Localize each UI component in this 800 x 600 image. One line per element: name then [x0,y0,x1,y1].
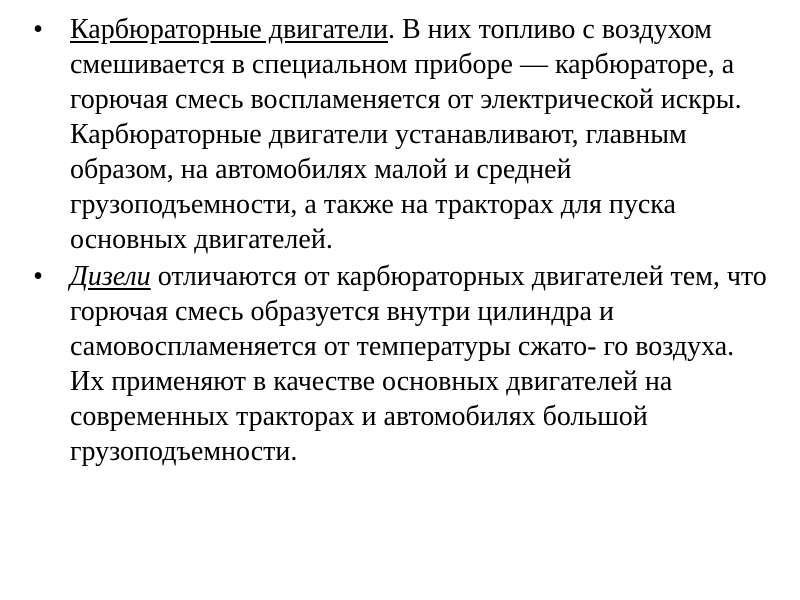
bullet-item-carburetor-engines [28,12,768,257]
bullet-item-diesels [28,259,768,469]
bullet-list [28,12,768,471]
bullet-text-carburetor-engines: . В них топливо с воздухом смешивается в специальном приборе — карбюраторе, а горючая смесь воспламеняется от электрической искры. Карбюраторные двигатели устанавливают, главным образом, на автомобилях малой и средней грузоподъемности, а также на тракторах для пуска основных двигателей. [70,14,742,255]
bullet-marker: • [33,261,43,292]
bullet-marker: • [33,14,43,45]
term-carburetor-engines: Карбюраторные двигатели [70,14,388,45]
bullet-text-diesels: отличаются от карбюраторных двигателей тем, что горючая смесь образуется внутри цилиндра и самовоспламеняется от температуры сжато- го воздуха. Их применяют в качестве основных двигателей на современных тракторах и автомобилях большой грузоподъемности. [70,261,767,467]
term-diesels: Дизели [70,261,151,292]
